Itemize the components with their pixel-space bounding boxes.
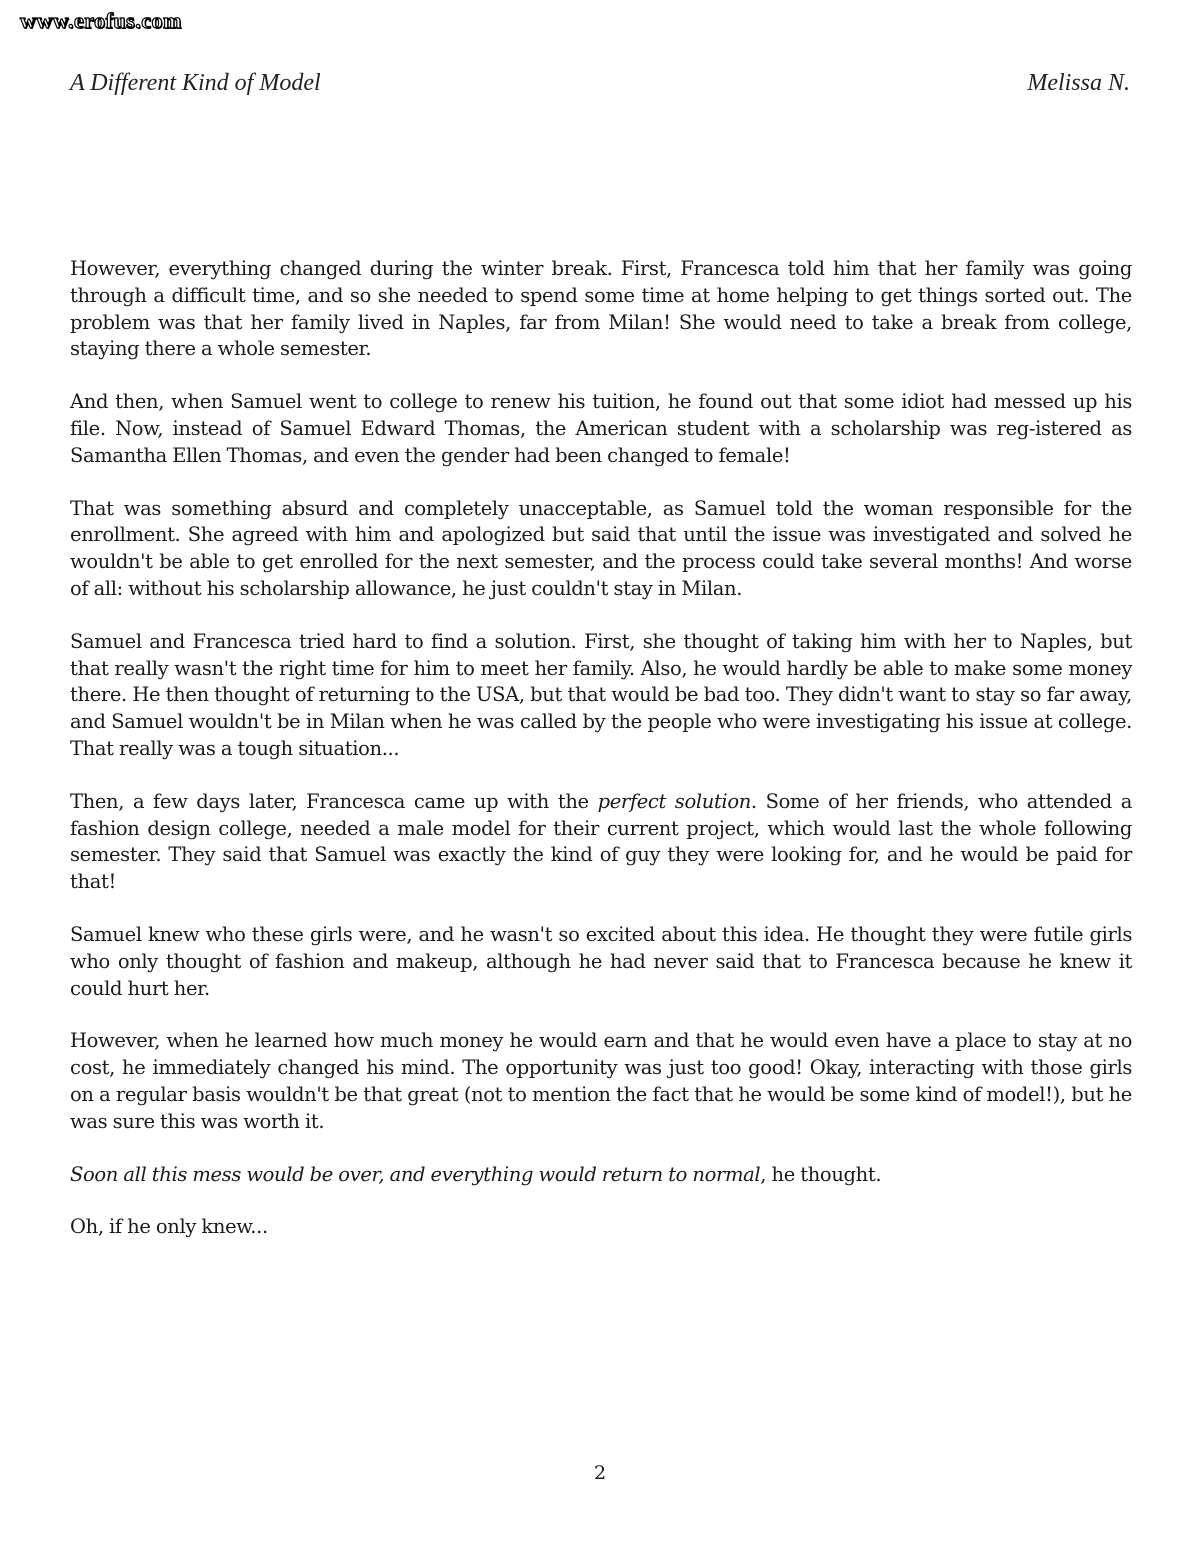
paragraph-6: Samuel knew who these girls were, and he wasn't so excited about this idea. He thought they were futile girls who only thought of fashion and makeup, although he had never said that to Francesca because he knew it could hurt her. bbox=[70, 922, 1132, 1000]
paragraph-4: Samuel and Francesca tried hard to find a solution. First, she thought of taking him with her to Naples, but that really wasn't the right time for him to meet her family. Also, he would hardly be able to make some money there. He then thought of returning to the USA, but that would be bad too. They didn't want to stay so far away, and Samuel wouldn't be in Milan when he was called by the people who were investigating his issue at college. That really was a tough situation... bbox=[70, 629, 1132, 760]
paragraph-7: However, when he learned how much money he would earn and that he would even have a place to stay at no cost, he immediately changed his mind. The opportunity was just too good! Okay, interacting with those girls on a regular basis wouldn't be that great (not to mention the fact that he would be some kind of model!), but he was sure this was worth it. bbox=[70, 1029, 1132, 1133]
paragraph-5-italic: perfect solution bbox=[597, 789, 751, 813]
document-title: A Different Kind of Model bbox=[70, 70, 321, 96]
paragraph-3: That was something absurd and completely unacceptable, as Samuel told the woman responsible for the enrollment. She agreed with him and apologized but said that until the issue was investigated and solved he wouldn't be able to get enrolled for the next semester, and the process could take several months! And worse of all: without his scholarship allowance, he just couldn't stay in Milan. bbox=[70, 496, 1132, 600]
paragraph-5-after: . Some of her friends, who attended a fashion design college, needed a male model for their current project, which would last the whole following semester. They said that Samuel was exactly the kind of guy they were looking for, and he would be paid for that! bbox=[70, 789, 1133, 894]
watermark: www.erofus.com bbox=[20, 8, 182, 33]
paragraph-5 bbox=[70, 789, 1132, 896]
author-name: Melissa N. bbox=[1027, 70, 1130, 96]
paragraph-9: Oh, if he only knew... bbox=[70, 1215, 268, 1239]
page-number: 2 bbox=[593, 1462, 607, 1484]
body-text bbox=[70, 256, 1132, 1267]
paragraph-8-after: , he thought. bbox=[760, 1162, 882, 1186]
paragraph-5-before: Then, a few days later, Francesca came up with the bbox=[70, 789, 598, 813]
paragraph-8-italic: Soon all this mess would be over, and everything would return to normal bbox=[70, 1162, 761, 1186]
paragraph-8 bbox=[70, 1162, 1132, 1189]
paragraph-2: And then, when Samuel went to college to renew his tuition, he found out that some idiot had messed up his file. Now, instead of Samuel Edward Thomas, the American student with a scholarship was reg-istered as Samantha Ellen Thomas, and even the gender had been changed to female! bbox=[70, 390, 1132, 467]
paragraph-1: However, everything changed during the winter break. First, Francesca told him that her family was going through a difficult time, and so she needed to spend some time at home helping to get things sorted out. The problem was that her family lived in Naples, far from Milan! She would need to take a break from college, staying there a whole semester. bbox=[70, 257, 1132, 361]
